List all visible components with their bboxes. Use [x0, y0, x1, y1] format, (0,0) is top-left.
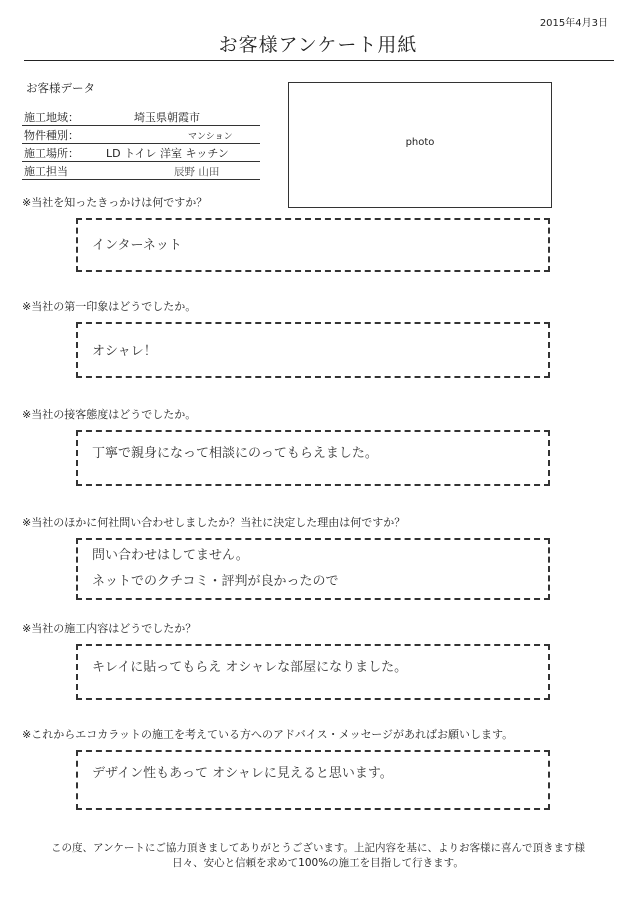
answer-line: インターネット: [92, 238, 182, 253]
info-value: 埼玉県朝霞市: [92, 108, 260, 126]
question-3: ※当社の接客態度はどうでしたか。: [22, 408, 197, 421]
info-row-property-type: [22, 126, 260, 144]
question-2: ※当社の第一印象はどうでしたか。: [22, 300, 197, 313]
info-label: 物件種別：: [22, 126, 92, 144]
info-row-area: [22, 108, 260, 126]
answer-line: 問い合わせはしてません。: [92, 548, 249, 563]
question-1: ※当社を知ったきっかけは何ですか？: [22, 196, 208, 209]
info-label: 施工担当: [22, 162, 92, 180]
answer-line: デザイン性もあって オシャレに見えると思います。: [92, 766, 393, 781]
answer-box-4: [76, 538, 550, 600]
answer-box-5: [76, 644, 550, 700]
photo-placeholder: [288, 82, 552, 208]
question-6: ※これからエコカラットの施工を考えている方へのアドバイス・メッセージがあればお願いします。: [22, 728, 514, 741]
question-4: ※当社のほかに何社問い合わせしましたか？当社に決定した理由は何ですか？: [22, 516, 406, 529]
page-title: お客様アンケート用紙: [218, 34, 418, 56]
customer-data-table: [22, 108, 260, 180]
info-value: マンション: [92, 126, 260, 144]
answer-line: 丁寧で親身になって相談にのってもらえました。: [92, 446, 378, 461]
info-value: LD トイレ 洋室 キッチン: [92, 144, 260, 162]
footer-message: [0, 841, 636, 871]
info-label: 施工場所：: [22, 144, 92, 162]
answer-box-3: [76, 430, 550, 486]
footer-line: 日々、安心と信頼を求めて100%の施工を目指して行きます。: [172, 857, 464, 869]
answer-line: キレイに貼ってもらえ オシャレな部屋になりました。: [92, 660, 408, 675]
info-label: 施工地域：: [22, 108, 92, 126]
answer-line: ネットでのクチコミ・評判が良かったので: [92, 574, 339, 589]
survey-date: 2015年4月3日: [539, 18, 608, 29]
photo-label: photo: [405, 137, 435, 148]
answer-line: オシャレ！: [92, 344, 157, 359]
info-row-staff: [22, 162, 260, 180]
info-row-location: [22, 144, 260, 162]
info-value: 辰野 山田: [92, 162, 260, 180]
answer-box-6: [76, 750, 550, 810]
customer-data-heading: お客様データ: [26, 81, 95, 95]
question-5: ※当社の施工内容はどうでしたか？: [22, 622, 197, 635]
title-underline: [24, 60, 614, 61]
answer-box-1: [76, 218, 550, 272]
answer-box-2: [76, 322, 550, 378]
footer-line: この度、アンケートにご協力頂きましてありがとうございます。上記内容を基に、よりお客様に喜んで頂きます様: [50, 842, 586, 854]
